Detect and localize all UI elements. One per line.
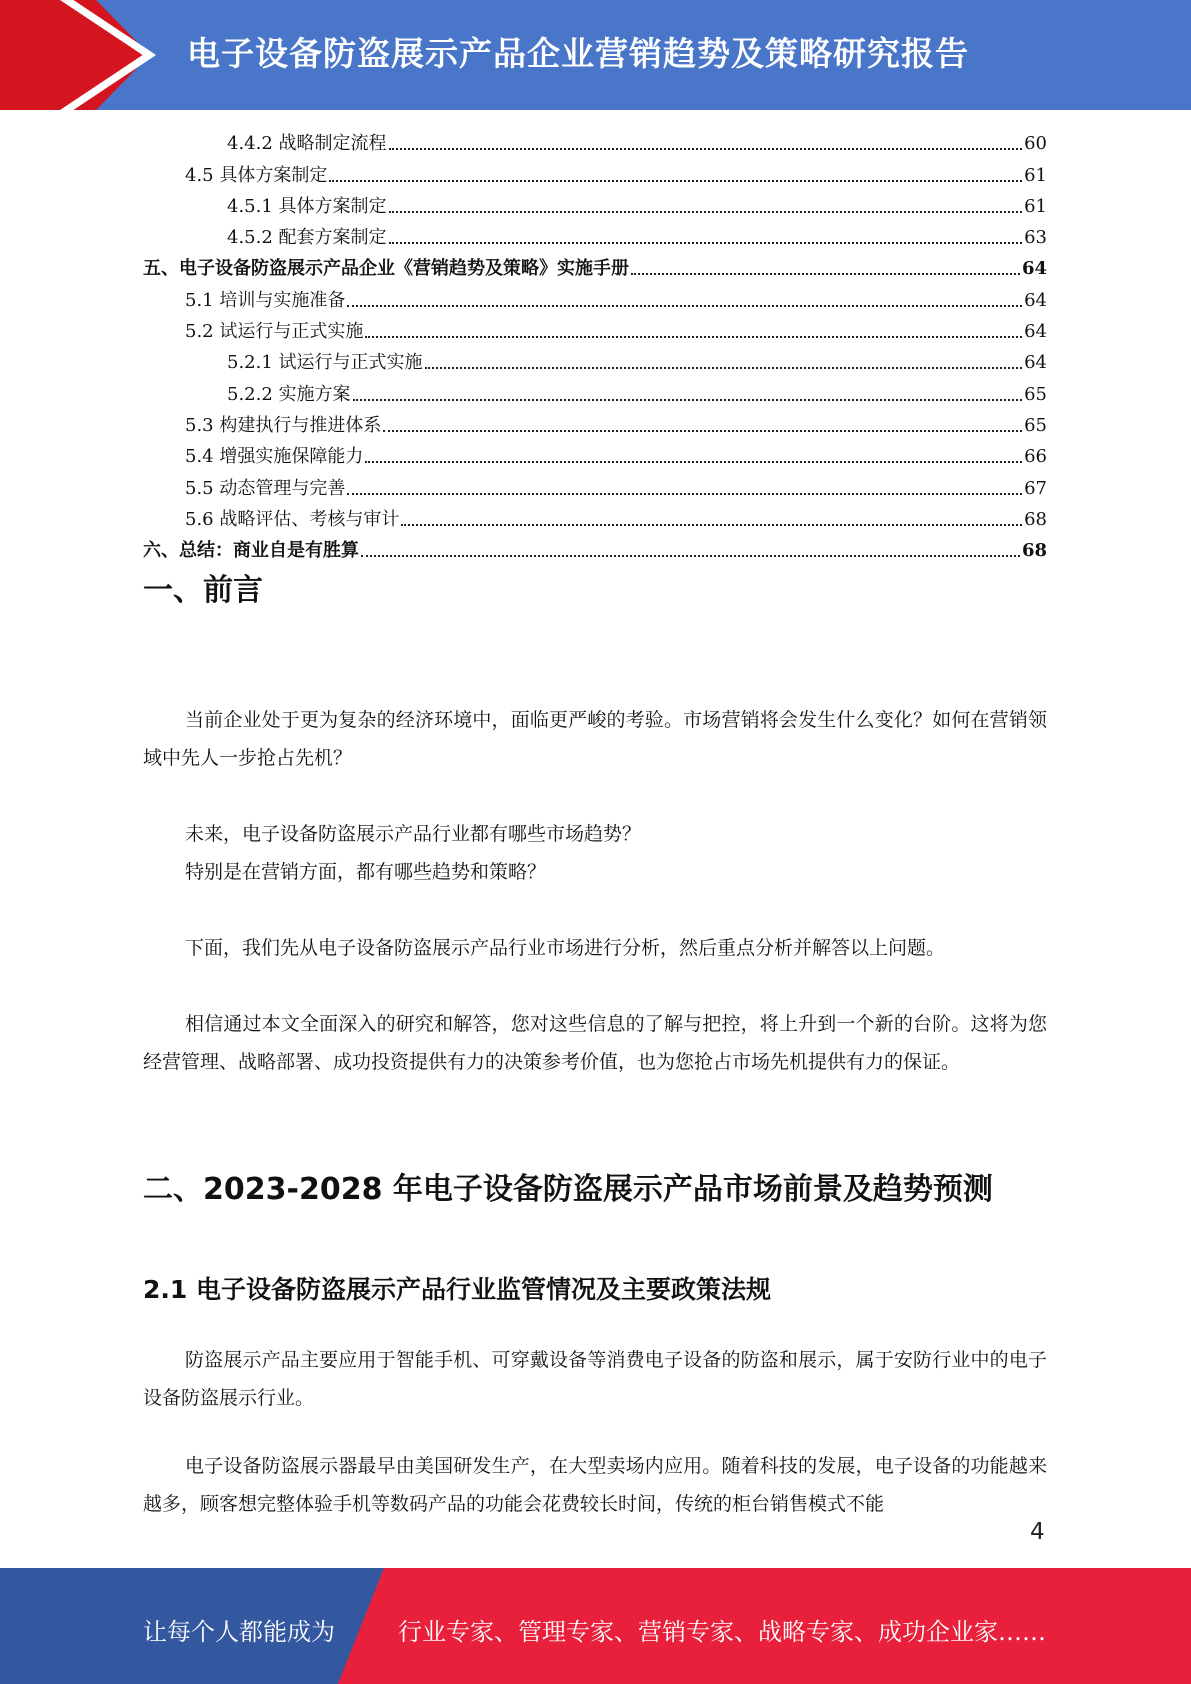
toc-entry-label: 5.2 试运行与正式实施 — [185, 321, 364, 343]
toc-leader-dots — [347, 305, 1022, 307]
foreword-heading: 一、前言 — [143, 573, 263, 608]
page-header — [0, 0, 1191, 110]
toc-entry-label: 5.3 构建执行与推进体系 — [185, 414, 382, 436]
toc-leader-dots — [389, 211, 1023, 213]
section-2-1-heading: 2.1 电子设备防盗展示产品行业监管情况及主要政策法规 — [143, 1275, 771, 1304]
toc-entry-page: 61 — [1024, 164, 1047, 186]
table-of-contents — [143, 128, 1047, 566]
toc-leader-dots — [631, 273, 1020, 275]
toc-leader-dots — [425, 367, 1023, 369]
toc-entry[interactable] — [143, 316, 1047, 347]
toc-leader-dots — [389, 148, 1023, 150]
toc-entry-page: 64 — [1024, 352, 1047, 374]
toc-leader-dots — [365, 461, 1022, 463]
toc-entry[interactable] — [143, 284, 1047, 315]
page-number: 4 — [1030, 1519, 1045, 1545]
toc-entry[interactable] — [143, 347, 1047, 378]
toc-entry-page: 67 — [1024, 477, 1047, 499]
toc-leader-dots — [389, 242, 1023, 244]
toc-entry-page: 68 — [1021, 540, 1047, 562]
chapter-2-heading: 二、2023-2028 年电子设备防盗展示产品市场前景及趋势预测 — [143, 1172, 993, 1207]
toc-entry[interactable] — [143, 410, 1047, 441]
toc-entry-label: 五、电子设备防盗展示产品企业《营销趋势及策略》实施手册 — [143, 258, 629, 280]
toc-entry[interactable] — [143, 535, 1047, 566]
toc-leader-dots — [401, 524, 1022, 526]
footer-slogan-right: 行业专家、管理专家、营销专家、战略专家、成功企业家…… — [398, 1618, 1046, 1646]
toc-entry-page: 63 — [1024, 227, 1047, 249]
report-title: 电子设备防盗展示产品企业营销趋势及策略研究报告 — [187, 34, 969, 73]
toc-entry-page: 65 — [1024, 383, 1047, 405]
toc-entry-page: 64 — [1024, 321, 1047, 343]
toc-entry[interactable] — [143, 472, 1047, 503]
toc-entry-page: 60 — [1024, 133, 1047, 155]
toc-entry-label: 六、总结：商业自是有胜算 — [143, 540, 359, 562]
toc-entry-label: 4.4.2 战略制定流程 — [227, 133, 387, 155]
toc-entry-label: 4.5 具体方案制定 — [185, 164, 328, 186]
toc-entry-label: 4.5.2 配套方案制定 — [227, 227, 387, 249]
foreword-question-1: 未来，电子设备防盗展示产品行业都有哪些市场趋势？ — [185, 823, 642, 845]
toc-entry-label: 5.5 动态管理与完善 — [185, 477, 346, 499]
toc-leader-dots — [365, 336, 1022, 338]
toc-entry[interactable] — [143, 504, 1047, 535]
toc-entry-label: 5.1 培训与实施准备 — [185, 289, 346, 311]
toc-leader-dots — [361, 555, 1020, 557]
toc-entry[interactable] — [143, 378, 1047, 409]
toc-entry-page: 68 — [1024, 508, 1047, 530]
footer-slogan-left: 让每个人都能成为 — [143, 1618, 335, 1646]
toc-entry-page: 64 — [1021, 258, 1047, 280]
toc-entry-label: 4.5.1 具体方案制定 — [227, 195, 387, 217]
header-red-arrow — [0, 0, 150, 110]
toc-entry-page: 61 — [1024, 195, 1047, 217]
toc-entry[interactable] — [143, 191, 1047, 222]
toc-entry-label: 5.2.2 实施方案 — [227, 383, 351, 405]
toc-leader-dots — [347, 493, 1022, 495]
section-2-1-paragraph-2: 电子设备防盗展示器最早由美国研发生产，在大型卖场内应用。随着科技的发展，电子设备的功能越来越多，顾客想完整体验手机等数码产品的功能会花费较长时间，传统的柜台销售模式不能 — [143, 1455, 1047, 1515]
foreword-paragraph-3: 相信通过本文全面深入的研究和解答，您对这些信息的了解与把控，将上升到一个新的台阶。这将为您经营管理、战略部署、成功投资提供有力的决策参考价值，也为您抢占市场先机提供有力的保证。 — [143, 1013, 1047, 1073]
toc-entry-label: 5.6 战略评估、考核与审计 — [185, 508, 400, 530]
toc-leader-dots — [329, 180, 1022, 182]
toc-entry[interactable] — [143, 159, 1047, 190]
foreword-paragraph-2: 下面，我们先从电子设备防盗展示产品行业市场进行分析，然后重点分析并解答以上问题。 — [185, 937, 946, 959]
toc-entry[interactable] — [143, 253, 1047, 284]
toc-entry[interactable] — [143, 441, 1047, 472]
toc-leader-dots — [383, 430, 1022, 432]
toc-entry[interactable] — [143, 128, 1047, 159]
toc-entry-label: 5.2.1 试运行与正式实施 — [227, 352, 423, 374]
toc-entry-label: 5.4 增强实施保障能力 — [185, 446, 364, 468]
toc-entry[interactable] — [143, 222, 1047, 253]
toc-leader-dots — [353, 399, 1023, 401]
foreword-question-2: 特别是在营销方面，都有哪些趋势和策略？ — [185, 861, 547, 883]
page-footer — [0, 1568, 1191, 1684]
foreword-paragraph-1: 当前企业处于更为复杂的经济环境中，面临更严峻的考验。市场营销将会发生什么变化？如何在营销领域中先人一步抢占先机？ — [143, 709, 1047, 769]
toc-entry-page: 64 — [1024, 289, 1047, 311]
section-2-1-paragraph-1: 防盗展示产品主要应用于智能手机、可穿戴设备等消费电子设备的防盗和展示，属于安防行业中的电子设备防盗展示行业。 — [143, 1349, 1047, 1409]
toc-entry-page: 65 — [1024, 414, 1047, 436]
toc-entry-page: 66 — [1024, 446, 1047, 468]
